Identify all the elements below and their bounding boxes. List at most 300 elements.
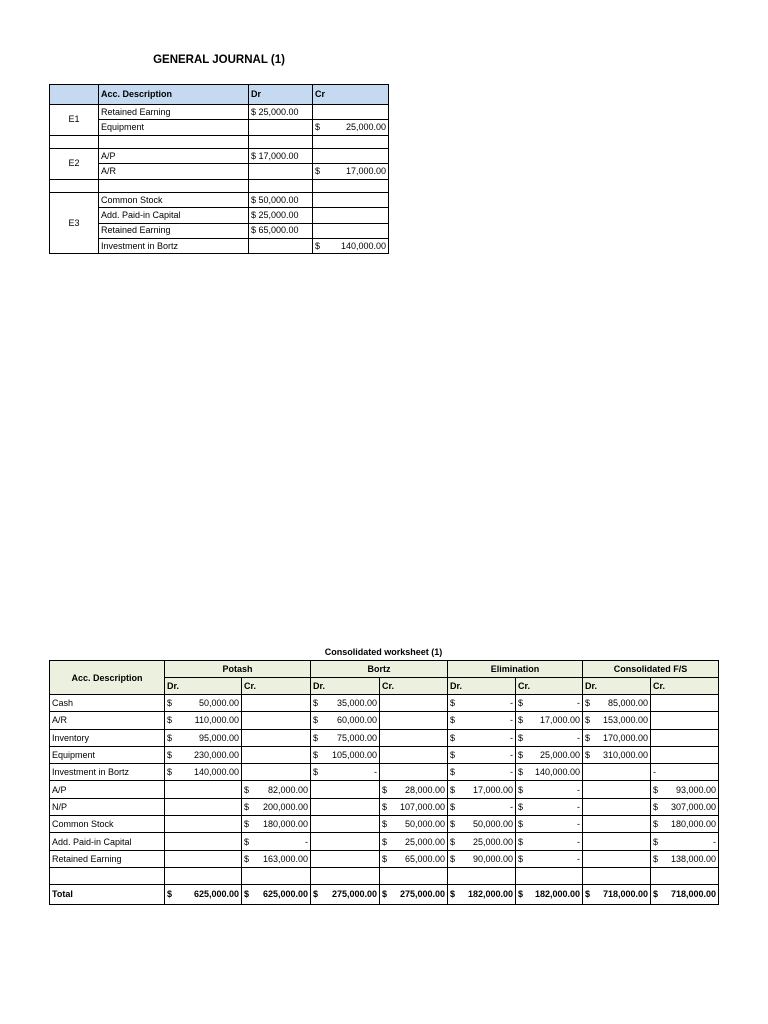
total-row: [50, 884, 719, 904]
empty-cell: [99, 135, 249, 149]
value-cell-content: [167, 748, 239, 762]
empty-cell: [165, 867, 242, 884]
currency-symbol: $: [315, 121, 321, 132]
spacer-row: [50, 867, 719, 884]
group-header-consolidated: Consolidated F/S: [583, 661, 719, 678]
empty-cell: [50, 867, 165, 884]
currency-symbol: $: [167, 767, 173, 778]
amount: -: [577, 732, 581, 743]
amount: 28,000.00: [404, 784, 446, 795]
subheader-dr: Dr.: [311, 678, 380, 695]
consolidated-worksheet-title: Consolidated worksheet (1): [324, 647, 443, 657]
currency-symbol: $: [382, 836, 388, 847]
group-header-bortz: Bortz: [311, 661, 448, 678]
line-dr: $ 50,000.00: [249, 193, 313, 208]
value-cell-content: [653, 852, 716, 866]
amount: 25,000.00: [472, 836, 514, 847]
value-cell: [583, 816, 651, 833]
value-cell: [583, 695, 651, 712]
group-header-potash: Potash: [165, 661, 311, 678]
amount: 110,000.00: [194, 715, 239, 726]
value-cell-content: [585, 696, 648, 710]
total-cell-content: [653, 887, 716, 901]
value-cell: [516, 798, 583, 815]
value-cell: [165, 712, 242, 729]
value-cell: [165, 729, 242, 746]
table-row: [50, 833, 719, 850]
amount: 25,000.00: [404, 836, 446, 847]
entry-label: E2: [50, 149, 99, 180]
journal-line: [50, 105, 389, 120]
currency-symbol: $: [653, 819, 659, 830]
value-cell-content: [653, 765, 716, 779]
currency-symbol: $: [450, 819, 456, 830]
currency-symbol: $: [450, 767, 456, 778]
amount: -: [713, 836, 717, 847]
currency-symbol: $: [382, 889, 388, 900]
value-cell-content: [244, 817, 308, 831]
amount: 163,000.00: [262, 853, 309, 864]
amount: [656, 765, 716, 779]
empty-cell: [448, 867, 516, 884]
subheader-dr: Dr.: [165, 678, 242, 695]
currency-symbol: $: [450, 853, 456, 864]
amount: -: [510, 698, 514, 709]
amount: -: [510, 801, 514, 812]
table-row: [50, 850, 719, 867]
total-cell: [311, 884, 380, 904]
currency-symbol: $: [244, 889, 250, 900]
value-cell-content: [244, 800, 308, 814]
value-cell-content: [244, 783, 308, 797]
value-cell-content: [450, 783, 513, 797]
value-cell-content: [450, 852, 513, 866]
currency-symbol: $: [313, 715, 319, 726]
value-cell: [448, 781, 516, 798]
currency-symbol: $: [518, 767, 524, 778]
value-cell-content: [167, 765, 239, 779]
line-dr: $ 65,000.00: [249, 223, 313, 238]
value-cell-content: [382, 835, 445, 849]
amount: 25,000.00: [345, 121, 386, 132]
value-cell: [242, 746, 311, 763]
line-cr-content: [315, 165, 386, 178]
value-cell: [380, 712, 448, 729]
value-cell-content: [518, 800, 580, 814]
line-description: Retained Earning: [99, 105, 249, 120]
currency-symbol: $: [313, 698, 319, 709]
currency-symbol: $: [518, 732, 524, 743]
entry-header: [50, 85, 99, 105]
value-cell-content: [450, 800, 513, 814]
value-cell-content: [313, 748, 377, 762]
amount: 180,000.00: [262, 819, 309, 830]
account-name: Retained Earning: [50, 850, 165, 867]
value-cell-content: [382, 783, 445, 797]
currency-symbol: $: [167, 698, 173, 709]
value-cell-content: [653, 783, 716, 797]
total-cell: [448, 884, 516, 904]
amount: 17,000.00: [472, 784, 514, 795]
general-journal-header-row: [50, 85, 389, 105]
value-cell: [448, 850, 516, 867]
value-cell: [311, 729, 380, 746]
total-cell-content: [244, 887, 308, 901]
value-cell-content: [382, 817, 445, 831]
value-cell: [380, 746, 448, 763]
spacer-row: [50, 135, 389, 149]
amount: 107,000.00: [399, 801, 446, 812]
worksheet-group-header-row: [50, 661, 719, 678]
currency-symbol: $: [450, 836, 456, 847]
currency-symbol: $: [518, 836, 524, 847]
line-cr: [313, 120, 389, 135]
account-name: A/P: [50, 781, 165, 798]
empty-cell: [242, 867, 311, 884]
amount: 17,000.00: [539, 715, 581, 726]
value-cell-content: [244, 835, 308, 849]
total-cell-content: [313, 887, 377, 901]
line-cr-content: [315, 121, 386, 134]
value-cell: [242, 695, 311, 712]
currency-symbol: $: [167, 750, 173, 761]
value-cell: [311, 746, 380, 763]
currency-symbol: $: [450, 889, 456, 900]
amount: -: [577, 853, 581, 864]
currency-symbol: $: [167, 889, 173, 900]
value-cell-content: [653, 817, 716, 831]
amount: 50,000.00: [198, 698, 239, 709]
empty-cell: [311, 867, 380, 884]
amount: 718,000.00: [671, 889, 717, 900]
value-cell: [448, 833, 516, 850]
value-cell-content: [313, 696, 377, 710]
entry-label: E3: [50, 193, 99, 254]
amount: 75,000.00: [336, 732, 378, 743]
amount: 275,000.00: [399, 889, 446, 900]
currency-symbol: $: [585, 889, 591, 900]
table-row: [50, 695, 719, 712]
currency-symbol: $: [167, 715, 173, 726]
currency-symbol: $: [450, 715, 456, 726]
empty-cell: [380, 867, 448, 884]
empty-cell: [313, 135, 389, 149]
value-cell: [311, 712, 380, 729]
currency-symbol: $: [167, 732, 173, 743]
empty-cell: [313, 179, 389, 193]
value-cell: [651, 798, 719, 815]
subheader-cr: Cr.: [651, 678, 719, 695]
currency-symbol: $: [450, 732, 456, 743]
amount: 182,000.00: [534, 889, 581, 900]
value-cell: [583, 729, 651, 746]
line-cr: [313, 223, 389, 238]
value-cell: [242, 712, 311, 729]
line-cr: [313, 208, 389, 223]
value-cell-content: [518, 835, 580, 849]
value-cell: [165, 833, 242, 850]
amount: -: [510, 715, 514, 726]
currency-symbol: $: [313, 767, 319, 778]
value-cell: [448, 764, 516, 781]
value-cell: [583, 798, 651, 815]
account-name: N/P: [50, 798, 165, 815]
value-cell: [380, 695, 448, 712]
table-row: [50, 816, 719, 833]
line-cr: [313, 239, 389, 254]
value-cell-content: [585, 731, 648, 745]
value-cell: [651, 850, 719, 867]
amount: 82,000.00: [267, 784, 309, 795]
account-name: Inventory: [50, 729, 165, 746]
value-cell: [242, 816, 311, 833]
value-cell: [165, 695, 242, 712]
account-name: Cash: [50, 695, 165, 712]
total-cell-content: [167, 887, 239, 901]
value-cell: [311, 695, 380, 712]
value-cell: [583, 833, 651, 850]
spacer-row: [50, 179, 389, 193]
value-cell-content: [653, 800, 716, 814]
currency-symbol: $: [518, 889, 524, 900]
value-cell: [311, 781, 380, 798]
currency-symbol: $: [653, 853, 659, 864]
amount: 50,000.00: [404, 819, 446, 830]
amount: 65,000.00: [404, 853, 446, 864]
line-description: Investment in Bortz: [99, 239, 249, 254]
table-row: [50, 712, 719, 729]
value-cell: [242, 781, 311, 798]
value-cell-content: [585, 748, 648, 762]
amount: 275,000.00: [331, 889, 378, 900]
amount: 93,000.00: [676, 784, 717, 795]
value-cell: [516, 695, 583, 712]
table-row: [50, 798, 719, 815]
amount: 90,000.00: [472, 853, 514, 864]
currency-symbol: $: [518, 819, 524, 830]
cr-header: Cr: [313, 85, 389, 105]
empty-cell: [50, 179, 99, 193]
value-cell: [380, 764, 448, 781]
value-cell-content: [518, 852, 580, 866]
value-cell-content: [518, 817, 580, 831]
value-cell: [448, 816, 516, 833]
total-cell: [165, 884, 242, 904]
amount: -: [305, 836, 309, 847]
currency-symbol: $: [244, 853, 250, 864]
journal-line: [50, 193, 389, 208]
value-cell: [583, 781, 651, 798]
currency-symbol: $: [382, 819, 388, 830]
currency-symbol: $: [244, 801, 250, 812]
line-cr: [313, 149, 389, 164]
amount: 153,000.00: [602, 715, 649, 726]
value-cell-content: [450, 835, 513, 849]
line-dr: $ 25,000.00: [249, 105, 313, 120]
currency-symbol: $: [244, 784, 250, 795]
value-cell: [448, 695, 516, 712]
amount: -: [510, 732, 514, 743]
value-cell-content: [450, 817, 513, 831]
amount: -: [577, 698, 581, 709]
value-cell: [448, 746, 516, 763]
line-dr: [249, 120, 313, 135]
value-cell: [516, 712, 583, 729]
line-cr: [313, 193, 389, 208]
value-cell: [165, 746, 242, 763]
line-description: Add. Paid-in Capital: [99, 208, 249, 223]
amount: -: [577, 819, 581, 830]
currency-symbol: $: [653, 784, 659, 795]
value-cell: [311, 764, 380, 781]
currency-symbol: $: [450, 784, 456, 795]
currency-symbol: $: [518, 784, 524, 795]
value-cell: [165, 764, 242, 781]
value-cell-content: [450, 748, 513, 762]
amount: 140,000.00: [193, 767, 239, 778]
value-cell-content: [518, 713, 580, 727]
amount: -: [577, 836, 581, 847]
group-header-elimination: Elimination: [448, 661, 583, 678]
empty-cell: [516, 867, 583, 884]
currency-symbol: $: [518, 715, 524, 726]
value-cell: [583, 746, 651, 763]
currency-symbol: $: [244, 836, 250, 847]
amount: 170,000.00: [602, 732, 649, 743]
line-dr: $ 25,000.00: [249, 208, 313, 223]
account-name: A/R: [50, 712, 165, 729]
amount: -: [510, 750, 514, 761]
currency-symbol: $: [450, 801, 456, 812]
total-cell: [583, 884, 651, 904]
value-cell: [165, 798, 242, 815]
line-description: Common Stock: [99, 193, 249, 208]
value-cell: [242, 798, 311, 815]
currency-symbol: $: [382, 853, 388, 864]
currency-symbol: $: [313, 750, 319, 761]
currency-symbol: $: [518, 801, 524, 812]
value-cell-content: [585, 713, 648, 727]
table-row: [50, 729, 719, 746]
value-cell: [516, 729, 583, 746]
line-cr: [313, 164, 389, 179]
value-cell-content: [450, 731, 513, 745]
currency-symbol: $: [315, 166, 321, 177]
amount: 307,000.00: [671, 801, 717, 812]
account-name: Investment in Bortz: [50, 764, 165, 781]
empty-cell: [583, 867, 651, 884]
value-cell: [380, 729, 448, 746]
value-cell: [380, 781, 448, 798]
total-cell: [242, 884, 311, 904]
value-cell-content: [518, 765, 580, 779]
amount: 625,000.00: [262, 889, 309, 900]
empty-cell: [99, 179, 249, 193]
currency-symbol: $: [518, 698, 524, 709]
value-cell: [516, 816, 583, 833]
value-cell-content: [313, 765, 377, 779]
value-cell-content: [167, 731, 239, 745]
amount: 25,000.00: [539, 750, 581, 761]
value-cell: [380, 816, 448, 833]
currency-symbol: $: [585, 732, 591, 743]
journal-line: [50, 149, 389, 164]
currency-symbol: $: [313, 732, 319, 743]
value-cell: [651, 816, 719, 833]
total-cell-content: [585, 887, 648, 901]
subheader-cr: Cr.: [380, 678, 448, 695]
line-cr-content: [315, 240, 386, 253]
value-cell: [651, 746, 719, 763]
value-cell: [165, 781, 242, 798]
currency-symbol: $: [313, 889, 319, 900]
total-cell: [516, 884, 583, 904]
line-cr: [313, 105, 389, 120]
currency-symbol: $: [653, 889, 659, 900]
amount: 105,000.00: [331, 750, 378, 761]
currency-symbol: $: [450, 698, 456, 709]
currency-symbol: $: [450, 750, 456, 761]
value-cell: [651, 695, 719, 712]
value-cell-content: [167, 696, 239, 710]
value-cell: [448, 798, 516, 815]
journal-line: [50, 208, 389, 223]
line-dr: [249, 164, 313, 179]
consolidated-worksheet-table: [49, 660, 719, 905]
value-cell: [516, 764, 583, 781]
amount: 310,000.00: [602, 750, 649, 761]
amount: 60,000.00: [336, 715, 378, 726]
value-cell-content: [313, 713, 377, 727]
total-cell: [380, 884, 448, 904]
value-cell: [165, 850, 242, 867]
line-dr: $ 17,000.00: [249, 149, 313, 164]
value-cell: [380, 798, 448, 815]
value-cell: [583, 764, 651, 781]
table-row: [50, 746, 719, 763]
entry-label: E1: [50, 105, 99, 136]
amount: 17,000.00: [345, 166, 386, 177]
currency-symbol: $: [653, 836, 659, 847]
value-cell-content: [244, 852, 308, 866]
value-cell: [583, 712, 651, 729]
line-description: A/R: [99, 164, 249, 179]
subheader-cr: Cr.: [242, 678, 311, 695]
value-cell: [311, 816, 380, 833]
value-cell: [516, 781, 583, 798]
amount: 180,000.00: [671, 819, 717, 830]
amount: -: [577, 801, 581, 812]
total-cell-content: [450, 887, 513, 901]
value-cell-content: [518, 748, 580, 762]
table-row: [50, 764, 719, 781]
dr-header: Dr: [249, 85, 313, 105]
account-description-header: Acc. Description: [50, 661, 165, 695]
value-cell: [242, 850, 311, 867]
value-cell-content: [518, 731, 580, 745]
amount: 625,000.00: [193, 889, 239, 900]
currency-symbol: -: [653, 767, 657, 778]
general-journal-title: GENERAL JOURNAL (1): [153, 54, 285, 66]
value-cell: [516, 850, 583, 867]
value-cell: [651, 729, 719, 746]
subheader-cr: Cr.: [516, 678, 583, 695]
value-cell-content: [382, 852, 445, 866]
value-cell: [380, 850, 448, 867]
amount: 230,000.00: [193, 750, 239, 761]
empty-cell: [249, 135, 313, 149]
amount: 140,000.00: [340, 240, 386, 251]
